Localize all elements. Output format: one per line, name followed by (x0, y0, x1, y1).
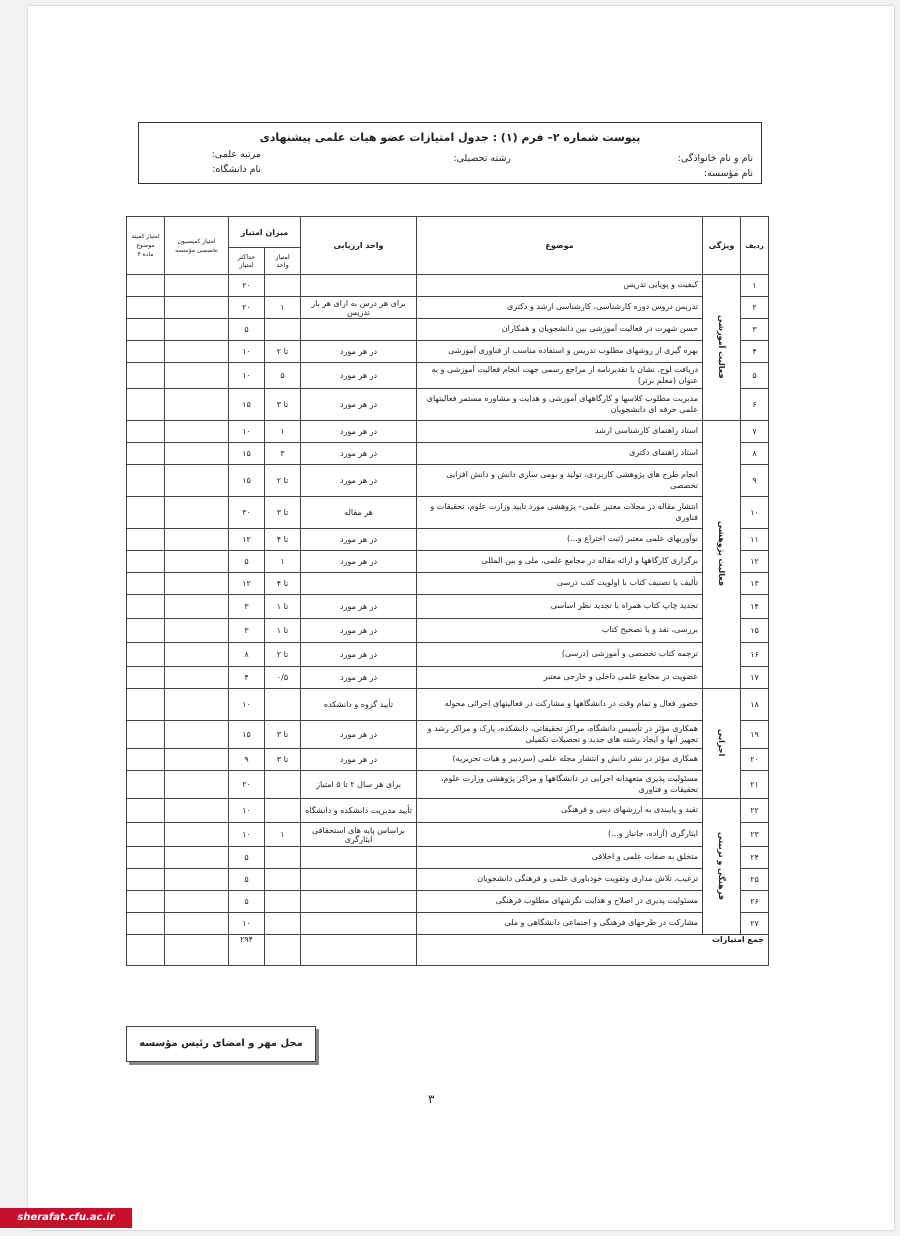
total-value: ۲۹۴ (229, 935, 265, 966)
commission-score-cell (165, 275, 229, 297)
score-unit-cell: ۱ (265, 421, 301, 443)
table-row (127, 319, 769, 341)
row-number: ۱۷ (741, 667, 769, 689)
score-max-cell: ۹ (229, 749, 265, 771)
table-row (127, 297, 769, 319)
unit-cell: در هر مورد (301, 643, 417, 667)
score-max-cell: ۱۰ (229, 689, 265, 721)
committee-score-cell (127, 689, 165, 721)
commission-score-cell (165, 689, 229, 721)
subject-cell: تألیف یا تصنیف کتاب با اولویت کتب درسی (417, 573, 703, 595)
score-unit-cell: ۱ (265, 551, 301, 573)
unit-cell: براساس پایه های استحقاقی ایثارگری (301, 823, 417, 847)
row-number: ۹ (741, 465, 769, 497)
header-subject: موضوع (417, 217, 703, 275)
table-row (127, 595, 769, 619)
commission-score-cell (165, 749, 229, 771)
commission-score-cell (165, 297, 229, 319)
subject-cell: انتشار مقاله در مجلات معتبر علمی– پژوهشی مورد تایید وزارت علوم، تحقیقات و فناوری (417, 497, 703, 529)
row-number: ۱۴ (741, 595, 769, 619)
commission-score-cell (165, 799, 229, 823)
committee-score-cell (127, 389, 165, 421)
unit-cell: هر مقاله (301, 497, 417, 529)
table-row (127, 689, 769, 721)
subject-cell: مسئولیت پذیری متعهدانه اجرایی در دانشگاهها و مراکز پژوهشی وزارت علوم، تحقیقات و فناوری (417, 771, 703, 799)
committee-score-cell (127, 465, 165, 497)
row-number: ۸ (741, 443, 769, 465)
score-unit-cell: تا ۱ (265, 595, 301, 619)
table-row (127, 529, 769, 551)
commission-score-cell (165, 319, 229, 341)
subject-cell: حسن شهرت در فعالیت آموزشی بین دانشجویان و همکاران (417, 319, 703, 341)
commission-score-cell (165, 619, 229, 643)
unit-cell: برای هر سال ۲ تا ۵ امتیاز (301, 771, 417, 799)
score-max-cell: ۱۰ (229, 421, 265, 443)
score-max-cell: ۲۰ (229, 275, 265, 297)
table-row (127, 913, 769, 935)
score-max-cell: ۱۰ (229, 341, 265, 363)
table-row (127, 497, 769, 529)
category-label: فرهنگی و تربیتی (717, 831, 727, 900)
unit-cell: در هر مورد (301, 749, 417, 771)
table-row (127, 643, 769, 667)
total-commission-cell (165, 935, 229, 966)
signature-box: محل مهر و امضای رئیس مؤسسه (126, 1026, 316, 1062)
score-unit-cell: تا ۳ (265, 749, 301, 771)
score-unit-cell: ۱ (265, 823, 301, 847)
category-label: اجرایی (717, 728, 727, 757)
commission-score-cell (165, 869, 229, 891)
commission-score-cell (165, 667, 229, 689)
category-cell (703, 421, 741, 689)
subject-cell: تجدید چاپ کتاب همراه با تجدید نظر اساسی (417, 595, 703, 619)
score-unit-cell: ۱ (265, 297, 301, 319)
score-unit-cell (265, 913, 301, 935)
row-number: ۱۰ (741, 497, 769, 529)
page-number: ۳ (428, 1092, 435, 1106)
score-max-cell: ۱۲ (229, 529, 265, 551)
unit-cell: برای هر درس به ازای هر بار تدریس (301, 297, 417, 319)
commission-score-cell (165, 363, 229, 389)
committee-score-cell (127, 443, 165, 465)
category-cell (703, 689, 741, 799)
unit-cell (301, 847, 417, 869)
category-label: فعالیت پژوهشی (717, 520, 727, 586)
score-max-cell: ۲۰ (229, 297, 265, 319)
committee-score-cell (127, 319, 165, 341)
row-number: ۱۳ (741, 573, 769, 595)
subject-cell: استاد راهنمای کارشناسی ارشد (417, 421, 703, 443)
table-row (127, 847, 769, 869)
subject-cell: کیفیت و پویایی تدریس (417, 275, 703, 297)
header-unit: واحد ارزیابی (301, 217, 417, 275)
score-max-cell: ۵ (229, 847, 265, 869)
total-unit-cell (301, 935, 417, 966)
table-row (127, 363, 769, 389)
table-row (127, 619, 769, 643)
row-number: ۲۱ (741, 771, 769, 799)
score-unit-cell: تا ۴ (265, 573, 301, 595)
row-number: ۲۴ (741, 847, 769, 869)
committee-score-cell (127, 869, 165, 891)
score-unit-cell: تا ۳ (265, 389, 301, 421)
row-number: ۱ (741, 275, 769, 297)
committee-score-cell (127, 721, 165, 749)
score-table (126, 216, 769, 966)
table-row (127, 721, 769, 749)
committee-score-cell (127, 595, 165, 619)
score-unit-cell: تا ۲ (265, 465, 301, 497)
category-cell (703, 799, 741, 935)
row-number: ۲۵ (741, 869, 769, 891)
header-score-unit: امتیاز واحد (265, 248, 301, 275)
score-unit-cell: تا ۴ (265, 529, 301, 551)
unit-cell (301, 275, 417, 297)
table-row (127, 389, 769, 421)
table-row (127, 667, 769, 689)
subject-cell: استاد راهنمای دکتری (417, 443, 703, 465)
score-max-cell: ۵ (229, 891, 265, 913)
unit-cell: در هر مورد (301, 667, 417, 689)
subject-cell: همکاری مؤثر در نشر دانش و انتشار مجله علمی (سردبیر و هیات تحریریه) (417, 749, 703, 771)
committee-score-cell (127, 363, 165, 389)
table-row (127, 749, 769, 771)
name-label: نام و نام خانوادگی: (677, 153, 753, 164)
unit-cell (301, 913, 417, 935)
header-score-max: حداکثر امتیاز (229, 248, 265, 275)
score-unit-cell (265, 799, 301, 823)
table-row (127, 891, 769, 913)
subject-cell: بهره گیری از روشهای مطلوب تدریس و استفاده مناسب از فناوری آموزشی (417, 341, 703, 363)
subject-cell: حضور فعال و تمام وقت در دانشگاهها و مشارکت در فعالیتهای اجرائی محوله (417, 689, 703, 721)
row-number: ۱۶ (741, 643, 769, 667)
score-max-cell: ۱۰ (229, 913, 265, 935)
subject-cell: عضویت در مجامع علمی داخلی و خارجی معتبر (417, 667, 703, 689)
subject-cell: ترغیب، تلاش مداری وتقویت خودباوری علمی و فرهنگی دانشجویان (417, 869, 703, 891)
score-unit-cell: ۳ (265, 443, 301, 465)
unit-cell: در هر مورد (301, 619, 417, 643)
committee-score-cell (127, 771, 165, 799)
commission-score-cell (165, 847, 229, 869)
unit-cell: در هر مورد (301, 389, 417, 421)
category-label: فعالیت آموزشی (717, 314, 727, 379)
form-header (138, 122, 762, 184)
row-number: ۲۶ (741, 891, 769, 913)
unit-cell: در هر مورد (301, 341, 417, 363)
committee-score-cell (127, 551, 165, 573)
institute-label: نام مؤسسه: (703, 168, 753, 179)
table-row (127, 341, 769, 363)
score-max-cell: ۱۵ (229, 721, 265, 749)
row-number: ۲۷ (741, 913, 769, 935)
form-title: پیوست شماره ۲– فرم (۱) : جدول امتیازات عضو هیات علمی پیشنهادی (259, 131, 641, 144)
commission-score-cell (165, 443, 229, 465)
score-unit-cell: تا ۲ (265, 643, 301, 667)
table-row (127, 421, 769, 443)
total-committee-cell (127, 935, 165, 966)
score-unit-cell: ۵ (265, 363, 301, 389)
score-max-cell: ۴ (229, 667, 265, 689)
committee-score-cell (127, 823, 165, 847)
committee-score-cell (127, 749, 165, 771)
score-max-cell: ۱۵ (229, 443, 265, 465)
committee-score-cell (127, 341, 165, 363)
subject-cell: همکاری مؤثر در تأسیس دانشگاه، مراکز تحقیقاتی، دانشکده، پارک و مراکز رشد و تجهیز آنها و ایجاد رشته های جدید و تحصیلات تکمیلی (417, 721, 703, 749)
total-label: جمع امتیازات (417, 935, 769, 966)
unit-cell: تأیید گروه و دانشکده (301, 689, 417, 721)
committee-score-cell (127, 573, 165, 595)
commission-score-cell (165, 341, 229, 363)
commission-score-cell (165, 551, 229, 573)
table-row (127, 869, 769, 891)
score-max-cell: ۲۰ (229, 771, 265, 799)
committee-score-cell (127, 529, 165, 551)
subject-cell: متخلق به صفات علمی و اخلاقی (417, 847, 703, 869)
row-number: ۷ (741, 421, 769, 443)
row-number: ۶ (741, 389, 769, 421)
header-committee: امتیاز کمیته موضوع ماده ۴ (127, 217, 165, 275)
row-number: ۲۳ (741, 823, 769, 847)
unit-cell: تأیید مدیریت دانشکده و دانشگاه (301, 799, 417, 823)
commission-score-cell (165, 465, 229, 497)
row-number: ۲ (741, 297, 769, 319)
row-number: ۱۹ (741, 721, 769, 749)
header-row-number: ردیف (741, 217, 769, 275)
field-label: رشته تحصیلی: (453, 153, 511, 164)
commission-score-cell (165, 421, 229, 443)
score-max-cell: ۵ (229, 551, 265, 573)
score-unit-cell: تا ۳ (265, 721, 301, 749)
subject-cell: برگزاری کارگاهها و ارائه مقاله در مجامع علمی، ملی و بین المللی (417, 551, 703, 573)
table-row (127, 443, 769, 465)
score-unit-cell: ۰/۵ (265, 667, 301, 689)
commission-score-cell (165, 389, 229, 421)
row-number: ۲۲ (741, 799, 769, 823)
row-number: ۱۵ (741, 619, 769, 643)
score-unit-cell (265, 689, 301, 721)
unit-cell: در هر مورد (301, 421, 417, 443)
unit-cell: در هر مورد (301, 363, 417, 389)
subject-cell: نوآوریهای علمی معتبر (ثبت اختراع و...) (417, 529, 703, 551)
row-number: ۱۱ (741, 529, 769, 551)
score-unit-cell: تا ۱ (265, 619, 301, 643)
rank-label: مرتبه علمی: (211, 149, 261, 160)
row-number: ۱۲ (741, 551, 769, 573)
table-row (127, 823, 769, 847)
table-body (127, 275, 769, 966)
score-unit-cell (265, 771, 301, 799)
score-max-cell: ۳ (229, 595, 265, 619)
score-max-cell: ۱۰ (229, 799, 265, 823)
unit-cell: در هر مورد (301, 443, 417, 465)
subject-cell: دریافت لوح، نشان یا تقدیرنامه از مراجع رسمی جهت انجام فعالیت آموزشی و به عنوان (معلم برتر) (417, 363, 703, 389)
table-row (127, 465, 769, 497)
committee-score-cell (127, 891, 165, 913)
subject-cell: مدیریت مطلوب کلاسها و کارگاههای آموزشی و هدایت و مشاوره مستمر فعالیتهای علمی حرفه ای دانشجویان (417, 389, 703, 421)
unit-cell: در هر مورد (301, 465, 417, 497)
unit-cell (301, 869, 417, 891)
subject-cell: ایثارگری (آزاده، جانباز و...) (417, 823, 703, 847)
score-unit-cell (265, 319, 301, 341)
row-number: ۴ (741, 341, 769, 363)
score-max-cell: ۳۰ (229, 497, 265, 529)
score-unit-cell: تا ۳ (265, 497, 301, 529)
unit-cell (301, 319, 417, 341)
committee-score-cell (127, 297, 165, 319)
table-row (127, 573, 769, 595)
row-number: ۲۰ (741, 749, 769, 771)
table-row (127, 771, 769, 799)
subject-cell: مسئولیت پذیری در اصلاح و هدایت نگرشهای مطلوب فرهنگی (417, 891, 703, 913)
unit-cell (301, 891, 417, 913)
committee-score-cell (127, 799, 165, 823)
score-unit-cell (265, 891, 301, 913)
unit-cell: در هر مورد (301, 529, 417, 551)
subject-cell: بررسی، نقد و یا تصحیح کتاب (417, 619, 703, 643)
university-label: نام دانشگاه: (212, 164, 261, 175)
footer-site: sherafat.cfu.ac.ir (0, 1208, 132, 1228)
unit-cell (301, 573, 417, 595)
score-unit-cell (265, 275, 301, 297)
commission-score-cell (165, 497, 229, 529)
committee-score-cell (127, 643, 165, 667)
commission-score-cell (165, 891, 229, 913)
unit-cell: در هر مورد (301, 551, 417, 573)
score-unit-cell (265, 869, 301, 891)
score-max-cell: ۱۵ (229, 465, 265, 497)
committee-score-cell (127, 913, 165, 935)
unit-cell: در هر مورد (301, 721, 417, 749)
table-row (127, 799, 769, 823)
subject-cell: تقید و پایبندی به ارزشهای دینی و فرهنگی (417, 799, 703, 823)
committee-score-cell (127, 847, 165, 869)
table-row (127, 275, 769, 297)
subject-cell: انجام طرح های پژوهشی کاربردی، تولید و بومی سازی دانش و دانش افزایی تخصصی (417, 465, 703, 497)
commission-score-cell (165, 771, 229, 799)
score-max-cell: ۱۰ (229, 363, 265, 389)
score-unit-cell: تا ۲ (265, 341, 301, 363)
score-unit-cell (265, 847, 301, 869)
commission-score-cell (165, 913, 229, 935)
commission-score-cell (165, 823, 229, 847)
subject-cell: ترجمه کتاب تخصصی و آموزشی (درسی) (417, 643, 703, 667)
committee-score-cell (127, 421, 165, 443)
subject-cell: تدریس دروس دوره کارشناسی، کارشناسی ارشد و دکتری (417, 297, 703, 319)
commission-score-cell (165, 721, 229, 749)
table-row (127, 551, 769, 573)
total-row (127, 935, 769, 966)
unit-cell: در هر مورد (301, 595, 417, 619)
row-number: ۳ (741, 319, 769, 341)
commission-score-cell (165, 643, 229, 667)
committee-score-cell (127, 619, 165, 643)
category-cell (703, 275, 741, 421)
subject-cell: مشارکت در طرحهای فرهنگی و اجتماعی دانشگاهی و ملی (417, 913, 703, 935)
commission-score-cell (165, 529, 229, 551)
commission-score-cell (165, 595, 229, 619)
header-score: میزان امتیاز (229, 217, 301, 248)
score-max-cell: ۳ (229, 619, 265, 643)
committee-score-cell (127, 275, 165, 297)
score-max-cell: ۱۲ (229, 573, 265, 595)
header-commission: امتیاز کمیسیون تخصصی مؤسسه (165, 217, 229, 275)
header-feature: ویژگی (703, 217, 741, 275)
score-max-cell: ۱۰ (229, 823, 265, 847)
score-max-cell: ۵ (229, 869, 265, 891)
score-max-cell: ۵ (229, 319, 265, 341)
score-max-cell: ۱۵ (229, 389, 265, 421)
commission-score-cell (165, 573, 229, 595)
row-number: ۵ (741, 363, 769, 389)
total-score-unit-cell (265, 935, 301, 966)
row-number: ۱۸ (741, 689, 769, 721)
committee-score-cell (127, 497, 165, 529)
score-max-cell: ۸ (229, 643, 265, 667)
committee-score-cell (127, 667, 165, 689)
